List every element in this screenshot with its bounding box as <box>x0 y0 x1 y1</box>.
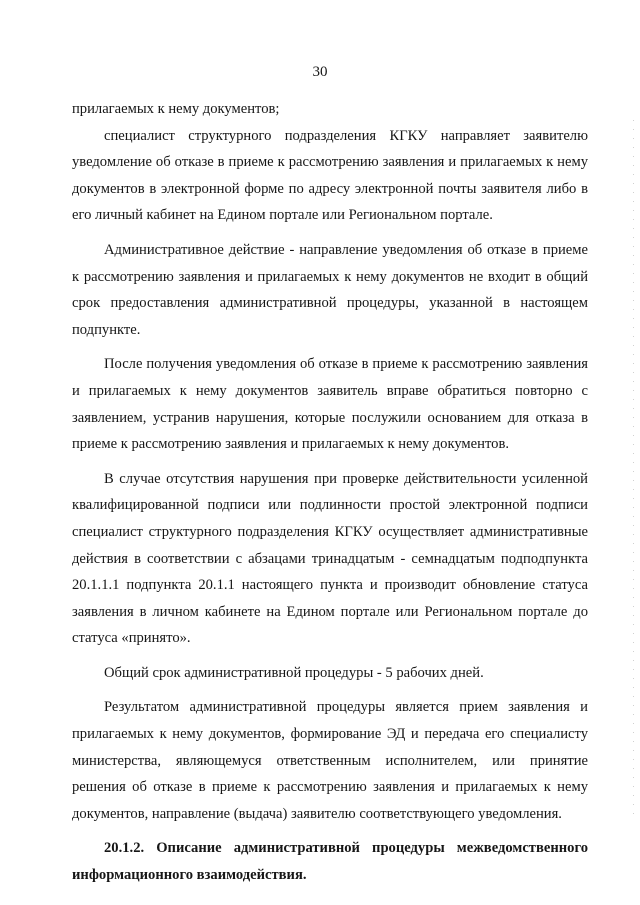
paragraph-2: специалист структурного подразделения КГКУ направляет заявителю уведомление об отказе в приеме к рассмотрению заявления и прилагаемых к нему документов в электронной форме по адресу электронной почты заявителя либо в его личный кабинет на Едином портале или Региональном портале. <box>72 127 588 224</box>
paragraph-1: прилагаемых к нему документов; <box>72 101 280 117</box>
paragraph-3: Административное действие - направление уведомления об отказе в приеме к рассмотрению заявления и прилагаемых к нему документов не входит в общий срок предоставления административной процедуры, указанной в настоящем подпункте. <box>72 241 588 338</box>
paragraph-6: Общий срок административной процедуры - 5 рабочих дней. <box>104 664 484 681</box>
scan-edge-marks <box>633 120 634 820</box>
page-number: 30 <box>312 64 328 80</box>
paragraph-7: Результатом административной процедуры является прием заявления и прилагаемых к нему документов, формирование ЭД и передача его специалисту министерства, являющемуся ответственным исполнителем, или принятие решения об отказе в приеме к рассмотрению заявления и прилагаемых к нему документов, направление (выдача) заявителю соответствующего уведомления. <box>72 699 588 822</box>
document-body <box>72 96 588 889</box>
section-heading: 20.1.2. Описание административной процедуры межведомственного информационного взаимодействия. <box>72 840 588 884</box>
paragraph-5: В случае отсутствия нарушения при проверке действительности усиленной квалифицированной подписи или подлинности простой электронной подписи специалист структурного подразделения КГКУ осуществляет административные действия в соответствии с абзацами тринадцатым - семнадцатым подподпункта 20.1.1.1 подпункта 20.1.1 настоящего пункта и производит обновление статуса заявления в личном кабинете на Едином портале или Региональном портале до статуса «принято». <box>72 470 588 647</box>
paragraph-4: После получения уведомления об отказе в приеме к рассмотрению заявления и прилагаемых к нему документов заявитель вправе обратиться повторно с заявлением, устранив нарушения, которые послужили основанием для отказа в приеме к рассмотрению заявления и прилагаемых к нему документов. <box>72 356 588 453</box>
